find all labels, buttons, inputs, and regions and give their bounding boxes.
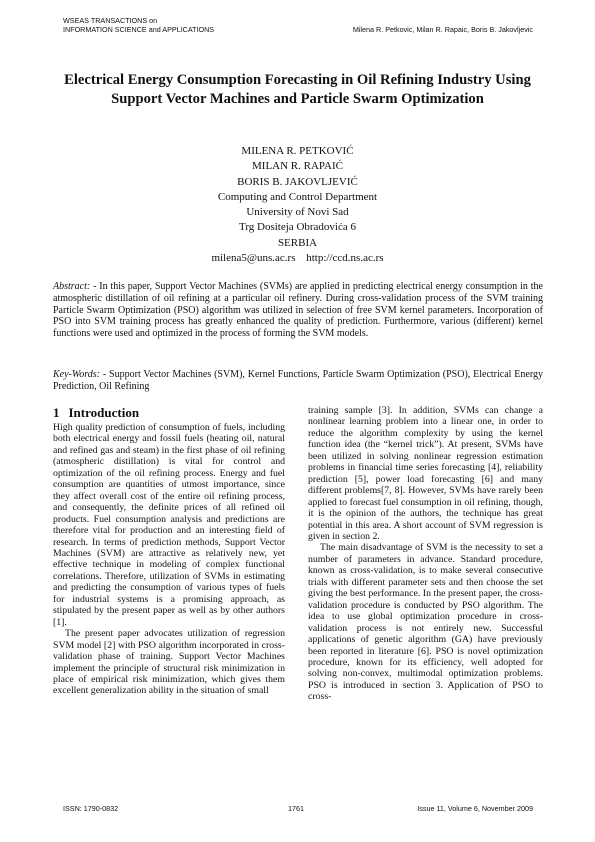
body-paragraph: The main disadvantage of SVM is the necessity to set a number of parameters in advance. Standard procedure, known as cross-validation, is to make several consecutive trials with different parameter sets and then choose the set giving the best performance. In the present paper, the cross-validation procedure is conducted by PSO algorithm. The idea to use global optimization procedure in cross-validation process is not entirely new. Successful applications of genetic algorithm (GA) have previously been reported in literature [6]. PSO is novel optimization procedure, known for its efficiency, well adopted for solving non-convex, multimodal optimization problems. PSO is introduced in section 3. Application of PSO to cross- — [308, 542, 543, 703]
abstract — [53, 281, 543, 340]
author-name: BORIS B. JAKOVLJEVIĆ — [237, 175, 358, 188]
left-column — [53, 405, 285, 697]
author-url[interactable]: http://ccd.ns.ac.rs — [306, 252, 384, 265]
section-title: Introduction — [68, 405, 140, 420]
abstract-text: - In this paper, Support Vector Machines (SVMs) are applied in predicting electrical energy consumption in the atmospheric distillation of oil refining at a particular oil refinery. During cross-validation process of the SVM training Particle Swarm Optimization (PSO) algorithm was utilized in selection of free SVM kernel parameters. Incorporation of PSO into SVM training process has greatly enhanced the quality of prediction. Furthermore, various (different) kernel functions were used and optimized in the process of forming the SVM models. — [53, 281, 543, 340]
author-address: Trg Dositeja Obradovića 6 — [238, 221, 356, 234]
section-heading — [53, 405, 285, 421]
footer-page-number: 1761 — [288, 804, 304, 813]
body-paragraph: The present paper advocates utilization of regression SVM model [2] with PSO algorithm incorporated in cross-validation phase of training. Support Vector Machines implement the principle of structural risk minimization in place of empirical risk minimization, which gives them excellent generalization ability in the situation of small — [53, 628, 285, 697]
author-country: SERBIA — [277, 236, 318, 249]
section-number: 1 — [53, 405, 60, 420]
keywords — [53, 369, 543, 393]
author-name: MILAN R. RAPAIĆ — [252, 160, 343, 173]
author-contact — [150, 251, 445, 266]
footer-issue: Issue 11, Volume 6, November 2009 — [417, 804, 533, 813]
keywords-text: - Support Vector Machines (SVM), Kernel Functions, Particle Swarm Optimization (PSO), Electrical Energy Prediction, Oil Refining — [53, 369, 543, 392]
running-header-journal — [63, 16, 214, 34]
author-block — [150, 144, 445, 266]
author-email[interactable]: milena5@uns.ac.rs — [211, 252, 296, 265]
author-name: MILENA R. PETKOVIĆ — [241, 145, 354, 157]
abstract-label: Abstract: — [53, 281, 91, 292]
journal-name-line2: INFORMATION SCIENCE and APPLICATIONS — [63, 25, 215, 34]
keywords-label: Key-Words: — [53, 369, 101, 380]
footer-issn: ISSN: 1790-0832 — [63, 804, 119, 813]
author-university: University of Novi Sad — [246, 206, 349, 219]
body-paragraph: training sample [3]. In addition, SVMs can change a nonlinear learning problem into a linear one, in order to reduce the algorithm complexity by using the kernel function idea (the “kernel trick”). At present, SVMs have been utilized in solving nonlinear regression estimation problems in financial time series forecasting [4], reliability prediction [5], power load forecasting [6] and many different problems[7, 8]. However, SVMs have rarely been applied to forecast fuel consumption in oil refining, though, it is the opinion of the authors, the technique has great potential in this area. A short account of SVM regression is given in section 2. — [308, 405, 543, 542]
journal-name-line1: WSEAS TRANSACTIONS on — [63, 16, 158, 25]
right-column — [308, 405, 543, 703]
body-paragraph: High quality prediction of consumption of fuels, including both electrical energy and fossil fuels (heating oil, natural and refined gas and steam) in the first phase of oil refining (atmospheric distillation) is vital for control and optimization of the oil refining process. Energy and fuel consumption are quantities of utmost importance, since they affect overall cost of the entire oil refining process, and consequently, the definite prices of all refined oil products. Fuel consumption analysis and predictions are therefore vital for production and an interesting field of research. In terms of prediction methods, Support Vector Machines (SVM) are attractive as relatively new, yet effective technique in modeling of complex functional correlations. Therefore, utilization of SVMs in estimating and predicting the consumption of various types of fuels for industrial systems is a promising approach, as stipulated by the present paper as well as by other authors [1]. — [53, 422, 285, 628]
running-header-authors: Milena R. Petkovic, Milan R. Rapaic, Boris B. Jakovljevic — [352, 25, 533, 34]
paper-title: Electrical Energy Consumption Forecasting in Oil Refining Industry Using Support Vector Machines and Particle Swarm Optimization — [64, 72, 531, 107]
author-department: Computing and Control Department — [217, 190, 378, 203]
